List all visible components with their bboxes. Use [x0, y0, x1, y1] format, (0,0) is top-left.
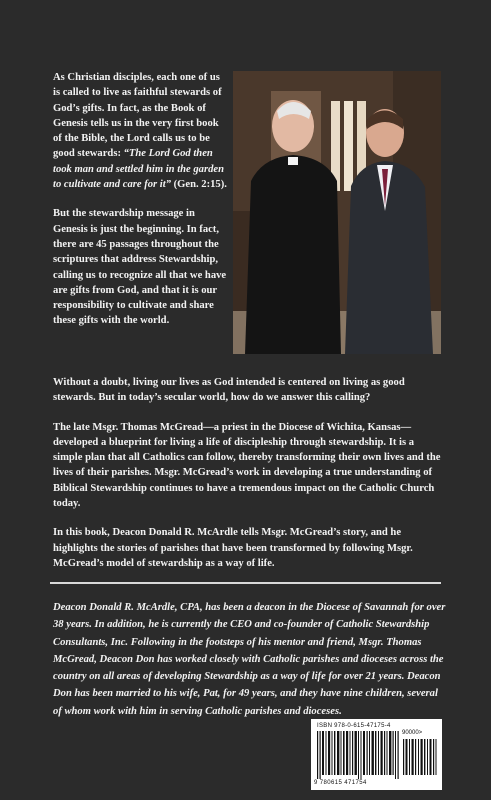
ean-digits: 9 780615 471754 [314, 780, 367, 786]
intro-paragraph-1: As Christian disciples, each one of us is called to live as faithful stewards of God’s gifts. In fact, as the Book of Genesis tells us in the very first book of the Bible, the Lord calls us to be good stewards: “The Lord God then took man and settled him in the garden to cultivate and care for it” (Gen. 2:15). [53, 72, 227, 191]
author-photo [233, 71, 441, 354]
intro-paragraph-2: But the stewardship message in Genesis is just the beginning. In fact, there are 45 passages throughout the scriptures that address Stewardship, calling us to recognize all that we have are gifts from God, and that it is our responsibility to cultivate and share these gifts with the world. [53, 208, 227, 327]
section-divider [50, 582, 441, 584]
barcode-bars-icon [315, 731, 439, 779]
body-paragraph-5: In this book, Deacon Donald R. McArdle tells Msgr. McGread’s story, and he highlights the stories of parishes that have been transformed by following Msgr. McGread’s model of stewardship as a way of life. [53, 527, 413, 569]
isbn-label: ISBN 978-0-615-47175-4 [317, 723, 391, 729]
intro-text-column [53, 70, 229, 343]
genesis-quote: “The Lord God then took man and settled him in the garden to cultivate and care for it” [53, 148, 224, 191]
body-paragraph-3: Without a doubt, living our lives as God intended is centered on living as good stewards. But in today’s secular world, how do we answer this calling? [53, 377, 405, 404]
price-code: 90000> [402, 730, 423, 736]
description-text [53, 375, 444, 585]
author-bio: Deacon Donald R. McArdle, CPA, has been a deacon in the Diocese of Savannah for over 38 years. In addition, he is currently the CEO and co-founder of Catholic Stewardship Consultants, Inc. Following in the footsteps of his mentor and friend, Msgr. Thomas McGread, Deacon Don has worked closely with Catholic parishes and dioceses across the country on all areas of developing Stewardship as a way of life for over 21 years. Deacon Don has been married to his wife, Pat, for 49 years, and they have nine children, several of whom work with him in serving Catholic parishes and dioceses. [53, 602, 446, 717]
body-paragraph-4: The late Msgr. Thomas McGread—a priest in the Diocese of Wichita, Kansas—developed a blueprint for living a life of discipleship through stewardship. It is a simple plan that all Catholics can follow, thereby transforming their own lives and the lives of their parishes. Msgr. McGread’s work in developing a true understanding of Biblical Stewardship continues to have a tremendous impact on the Catholic Church today. [53, 421, 441, 510]
author-photo-image [233, 71, 441, 354]
isbn-barcode [311, 719, 442, 790]
